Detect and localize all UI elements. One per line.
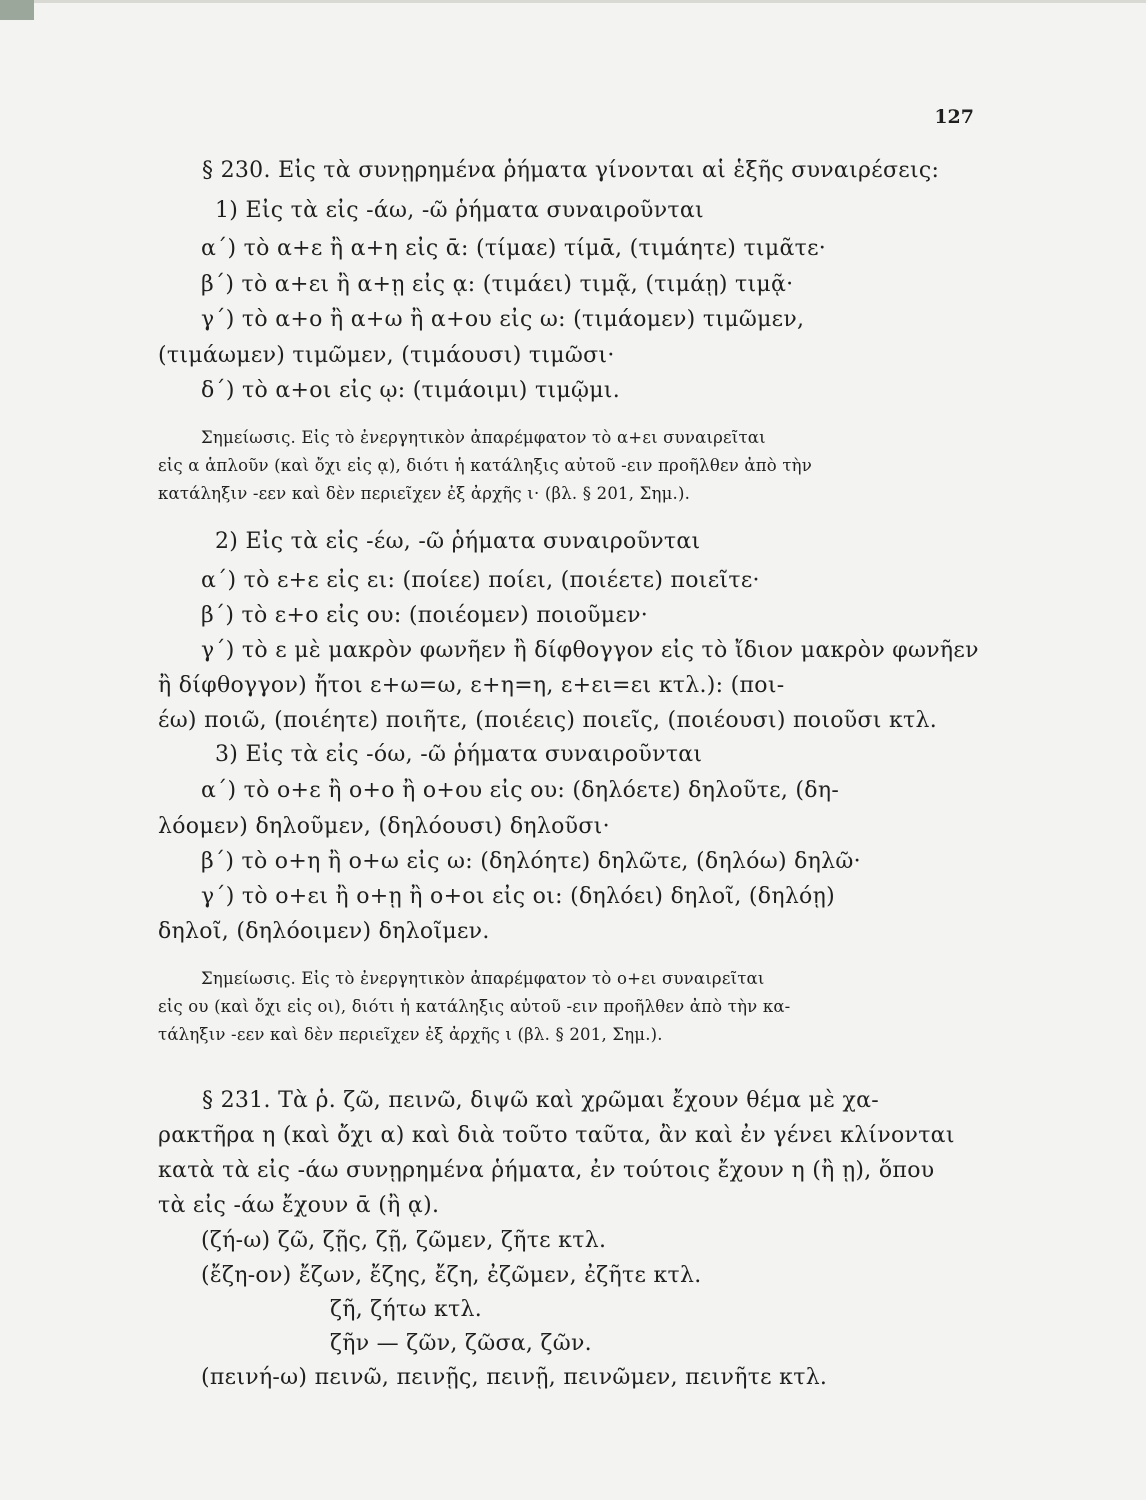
section-231-line-4: τὰ εἰς -άω ἔχουν ᾱ (ἢ ᾳ). (158, 1193, 440, 1218)
rule-2a: α΄) τὸ ε+ε εἰς ει: (ποίεε) ποίει, (ποιέετε) ποιεῖτε· (201, 568, 760, 593)
page-number: 127 (934, 106, 974, 128)
note-1-line-2: εἰς α ἁπλοῦν (καὶ ὄχι εἰς ᾳ), διότι ἡ κατάληξις αὐτοῦ -ειν προῆλθεν ἀπὸ τὴν (158, 456, 812, 475)
rule-2c-cont-1: ἢ δίφθογγον) ἤτοι ε+ω=ω, ε+η=η, ε+ει=ει κτλ.): (ποι- (158, 673, 785, 698)
rule-1b: β΄) τὸ α+ει ἢ α+ῃ εἰς ᾳ: (τιμάει) τιμᾷ, (τιμάῃ) τιμᾷ· (201, 272, 794, 297)
rule-1c: γ΄) τὸ α+ο ἢ α+ω ἢ α+ου εἰς ω: (τιμάομεν) τιμῶμεν, (201, 307, 805, 332)
paradigm-peinao: (πεινή-ω) πεινῶ, πεινῇς, πεινῇ, πεινῶμεν, πεινῆτε κτλ. (201, 1365, 828, 1390)
section-230-heading: § 230. Εἰς τὰ συνῃρημένα ῥήματα γίνονται αἱ ἑξῆς συναιρέσεις: (202, 158, 940, 183)
rule-1-heading: 1) Εἰς τὰ εἰς -άω, -ῶ ῥήματα συναιροῦνται (215, 198, 704, 223)
note-2-line-2: εἰς ου (καὶ ὄχι εἰς οι), διότι ἡ κατάληξις αὐτοῦ -ειν προῆλθεν ἀπὸ τὴν κα- (158, 997, 791, 1016)
paradigm-zao-imperative: ζῆ, ζήτω κτλ. (330, 1297, 483, 1322)
section-231-line-2: ρακτῆρα η (καὶ ὄχι α) καὶ διὰ τοῦτο ταῦτα, ἂν καὶ ἐν γένει κλίνονται (158, 1123, 955, 1148)
rule-1d: δ΄) τὸ α+οι εἰς ῳ: (τιμάοιμι) τιμῷμι. (201, 378, 621, 403)
rule-3a-cont: λόομεν) δηλοῦμεν, (δηλόουσι) δηλοῦσι· (158, 814, 610, 839)
rule-1a: α΄) τὸ α+ε ἢ α+η εἰς ᾱ: (τίμαε) τίμᾱ, (τιμάητε) τιμᾶτε· (201, 236, 827, 261)
rule-2b: β΄) τὸ ε+ο εἰς ου: (ποιέομεν) ποιοῦμεν· (201, 603, 649, 628)
rule-2c: γ΄) τὸ ε μὲ μακρὸν φωνῆεν ἢ δίφθογγον εἰς τὸ ἴδιον μακρὸν φωνῆεν (201, 638, 979, 663)
paradigm-zao-present: (ζή-ω) ζῶ, ζῇς, ζῇ, ζῶμεν, ζῆτε κτλ. (201, 1228, 607, 1253)
rule-1c-cont: (τιμάωμεν) τιμῶμεν, (τιμάουσι) τιμῶσι· (158, 343, 615, 368)
page-edge-line (0, 0, 1146, 3)
rule-3b: β΄) τὸ ο+η ἢ ο+ω εἰς ω: (δηλόητε) δηλῶτε, (δηλόω) δηλῶ· (201, 849, 861, 874)
section-231-line-3: κατὰ τὰ εἰς -άω συνῃρημένα ῥήματα, ἐν τούτοις ἔχουν η (ἢ ῃ), ὅπου (158, 1158, 935, 1183)
rule-3a: α΄) τὸ ο+ε ἢ ο+ο ἢ ο+ου εἰς ου: (δηλόετε) δηλοῦτε, (δη- (201, 778, 840, 803)
rule-3c-cont: δηλοῖ, (δηλόοιμεν) δηλοῖμεν. (158, 919, 490, 944)
rule-2c-cont-2: έω) ποιῶ, (ποιέητε) ποιῆτε, (ποιέεις) ποιεῖς, (ποιέουσι) ποιοῦσι κτλ. (158, 708, 938, 733)
scan-corner-mark (0, 0, 34, 20)
note-2-line-1: Σημείωσις. Εἰς τὸ ἐνεργητικὸν ἀπαρέμφατον τὸ ο+ει συναιρεῖται (201, 969, 765, 988)
rule-2-heading: 2) Εἰς τὰ εἰς -έω, -ῶ ῥήματα συναιροῦνται (215, 529, 701, 554)
note-2-line-3: τάληξιν -εεν καὶ δὲν περιεῖχεν ἐξ ἀρχῆς ι (βλ. § 201, Σημ.). (158, 1025, 663, 1044)
paradigm-zao-imperfect: (ἔζη-ον) ἔζων, ἔζης, ἔζη, ἐζῶμεν, ἐζῆτε κτλ. (201, 1263, 702, 1288)
rule-3-heading: 3) Εἰς τὰ εἰς -όω, -ῶ ῥήματα συναιροῦνται (215, 742, 703, 767)
note-1-line-1: Σημείωσις. Εἰς τὸ ἐνεργητικὸν ἀπαρέμφατον τὸ α+ει συναιρεῖται (201, 428, 766, 447)
paradigm-zao-infinitive: ζῆν — ζῶν, ζῶσα, ζῶν. (330, 1331, 592, 1356)
note-1-line-3: κατάληξιν -εεν καὶ δὲν περιεῖχεν ἐξ ἀρχῆς ι· (βλ. § 201, Σημ.). (158, 484, 691, 503)
section-231-heading: § 231. Τὰ ῥ. ζῶ, πεινῶ, διψῶ καὶ χρῶμαι ἔχουν θέμα μὲ χα- (202, 1088, 880, 1113)
rule-3c: γ΄) τὸ ο+ει ἢ ο+ῃ ἢ ο+οι εἰς οι: (δηλόει) δηλοῖ, (δηλόῃ) (201, 884, 835, 909)
